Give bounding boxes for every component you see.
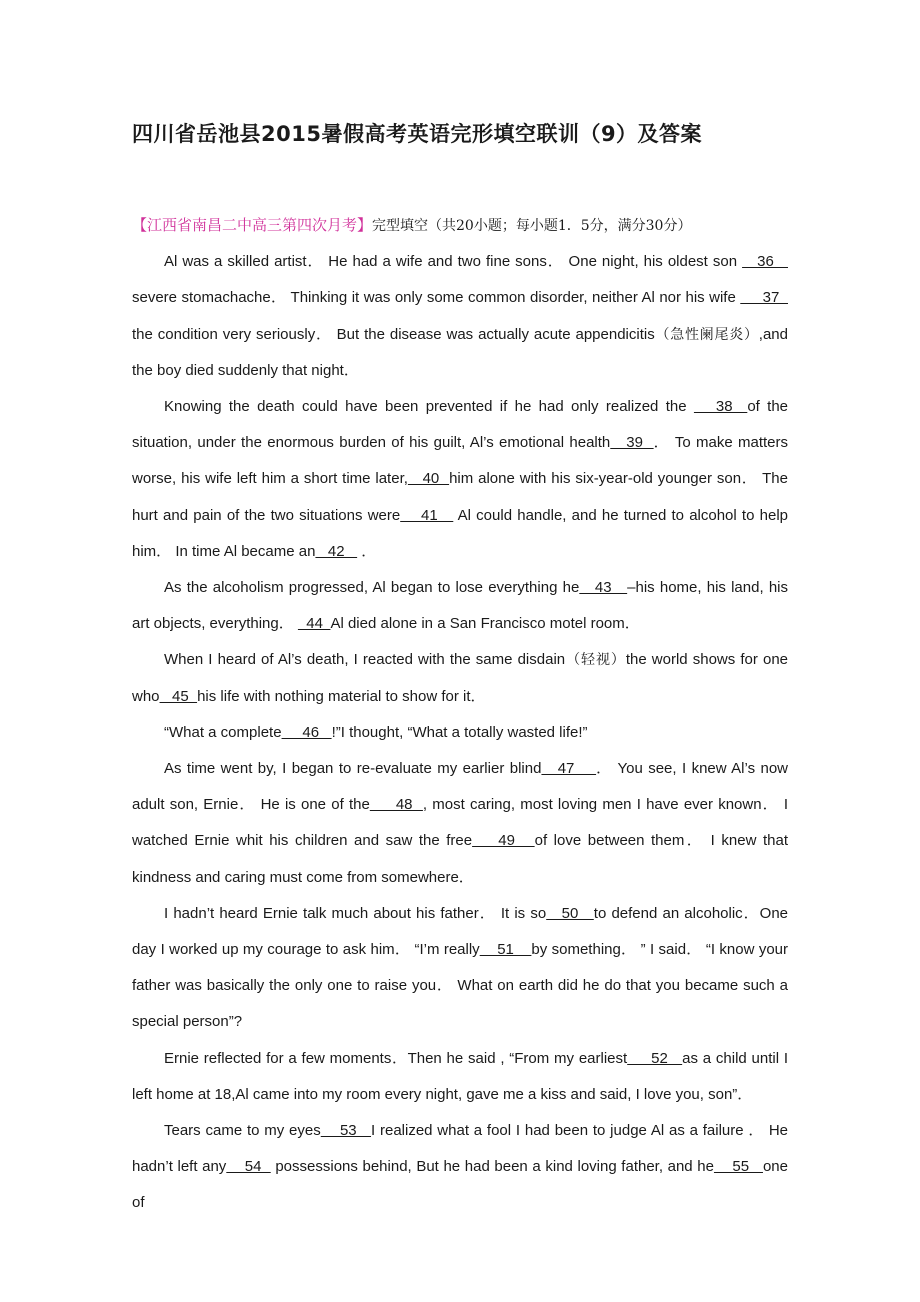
text-run: ,and the boy died suddenly that night． bbox=[132, 325, 788, 379]
paragraph-9 bbox=[132, 1113, 788, 1222]
text-run: Al was a skilled artist． He had a wife and two fine sons． One night, his oldest son bbox=[164, 253, 743, 271]
blank-47: 47 bbox=[541, 760, 597, 778]
paragraph-5 bbox=[132, 715, 788, 751]
blank-45: 45 bbox=[159, 687, 198, 705]
source-tag: 【江西省南昌二中高三第四次月考】 bbox=[132, 217, 373, 234]
paragraph-6 bbox=[132, 751, 788, 896]
chinese-gloss: （轻视） bbox=[565, 652, 626, 669]
blank-44: 44 bbox=[297, 615, 331, 633]
blank-40: 40 bbox=[407, 470, 450, 488]
text-run: him alone with his six-year-old younger son． The hurt and pain of the two situations were bbox=[132, 470, 788, 524]
text-run: one of bbox=[132, 1158, 788, 1212]
blank-55: 55 bbox=[713, 1158, 763, 1176]
blank-54: 54 bbox=[226, 1158, 271, 1176]
document-body bbox=[132, 208, 788, 1222]
blank-50: 50 bbox=[546, 904, 594, 922]
text-run: “What a complete bbox=[164, 723, 282, 741]
blank-37: 37 bbox=[740, 289, 788, 307]
blank-46: 46 bbox=[281, 723, 332, 741]
chinese-gloss: （急性阑尾炎） bbox=[654, 326, 759, 343]
text-run: I hadn’t heard Ernie talk much about his father． It is so bbox=[164, 904, 547, 922]
instructions-line bbox=[132, 208, 788, 244]
paragraph-8 bbox=[132, 1041, 788, 1113]
text-run: Tears came to my eyes bbox=[164, 1122, 321, 1140]
text-run: Al died alone in a San Francisco motel room． bbox=[330, 615, 640, 633]
text-run: of love between them． I knew that kindness and caring must come from somewhere． bbox=[132, 832, 788, 886]
instructions-text: 完型填空（共20小题；每小题1．5分，满分30分） bbox=[372, 218, 692, 234]
blank-52: 52 bbox=[627, 1049, 683, 1067]
text-run: As the alcoholism progressed, Al began to lose everything he bbox=[164, 579, 580, 597]
text-run: I realized what a fool I had been to judge Al as a failure ． He hadn’t left any bbox=[132, 1122, 789, 1176]
text-run: severe stomachache． Thinking it was only some common disorder, neither Al nor his wife bbox=[132, 289, 741, 307]
blank-49: 49 bbox=[472, 832, 535, 850]
text-run: Ernie reflected for a few moments．Then he said , “From my earliest bbox=[164, 1049, 628, 1067]
document-title: 四川省岳池县2015暑假高考英语完形填空联训（9）及答案 bbox=[132, 122, 703, 146]
blank-41: 41 bbox=[400, 506, 454, 524]
text-run: As time went by, I began to re-evaluate my earlier blind bbox=[164, 760, 542, 778]
paragraph-3 bbox=[132, 570, 788, 642]
blank-39: 39 bbox=[610, 434, 654, 452]
text-run: ． bbox=[357, 542, 377, 560]
blank-48: 48 bbox=[369, 796, 423, 814]
text-run: the condition very seriously． But the disease was actually acute appendicitis bbox=[132, 325, 655, 343]
text-run: !”I thought, “What a totally wasted life!” bbox=[331, 723, 588, 741]
text-run: ． You see, I knew Al’s now adult son, Ernie． He is one of the bbox=[132, 760, 789, 814]
text-run: of the situation, under the enormous burden of his guilt, Al’s emotional health bbox=[132, 398, 789, 452]
text-run: ． To make matters worse, his wife left him a short time later, bbox=[132, 434, 789, 488]
text-run: as a child until I left home at 18,Al came into my room every night, gave me a kiss and said, I love you, son”． bbox=[132, 1049, 789, 1103]
blank-42: 42 bbox=[315, 542, 358, 560]
text-run: the world shows for one who bbox=[132, 651, 788, 705]
paragraph-1 bbox=[132, 244, 788, 389]
blank-36: 36 bbox=[742, 253, 788, 271]
paragraph-7 bbox=[132, 896, 788, 1041]
text-run: possessions behind, But he had been a kind loving father, and he bbox=[270, 1158, 714, 1176]
text-run: by something． ” I said． “I know your father was basically the only one to raise you． What on earth did he do that you became such a special person”? bbox=[132, 941, 789, 1031]
text-run: Knowing the death could have been prevented if he had only realized the bbox=[164, 398, 694, 416]
paragraph-2 bbox=[132, 389, 788, 570]
blank-53: 53 bbox=[320, 1122, 372, 1140]
blank-51: 51 bbox=[479, 941, 532, 959]
blank-38: 38 bbox=[693, 398, 748, 416]
text-run: , most caring, most loving men I have ever known． I watched Ernie whit his children and saw the free bbox=[132, 796, 789, 850]
text-run: When I heard of Al’s death, I reacted with the same disdain bbox=[164, 651, 566, 669]
text-run: to defend an alcoholic．One day I worked up my courage to ask him． “I’m really bbox=[132, 904, 788, 959]
text-run: his life with nothing material to show for it． bbox=[197, 687, 486, 705]
text-run: Al could handle, and he turned to alcohol to help him． In time Al became an bbox=[132, 506, 788, 560]
blank-43: 43 bbox=[579, 579, 628, 597]
text-run: –his home, his land, his art objects, everything． bbox=[132, 579, 788, 633]
paragraph-4 bbox=[132, 642, 788, 714]
